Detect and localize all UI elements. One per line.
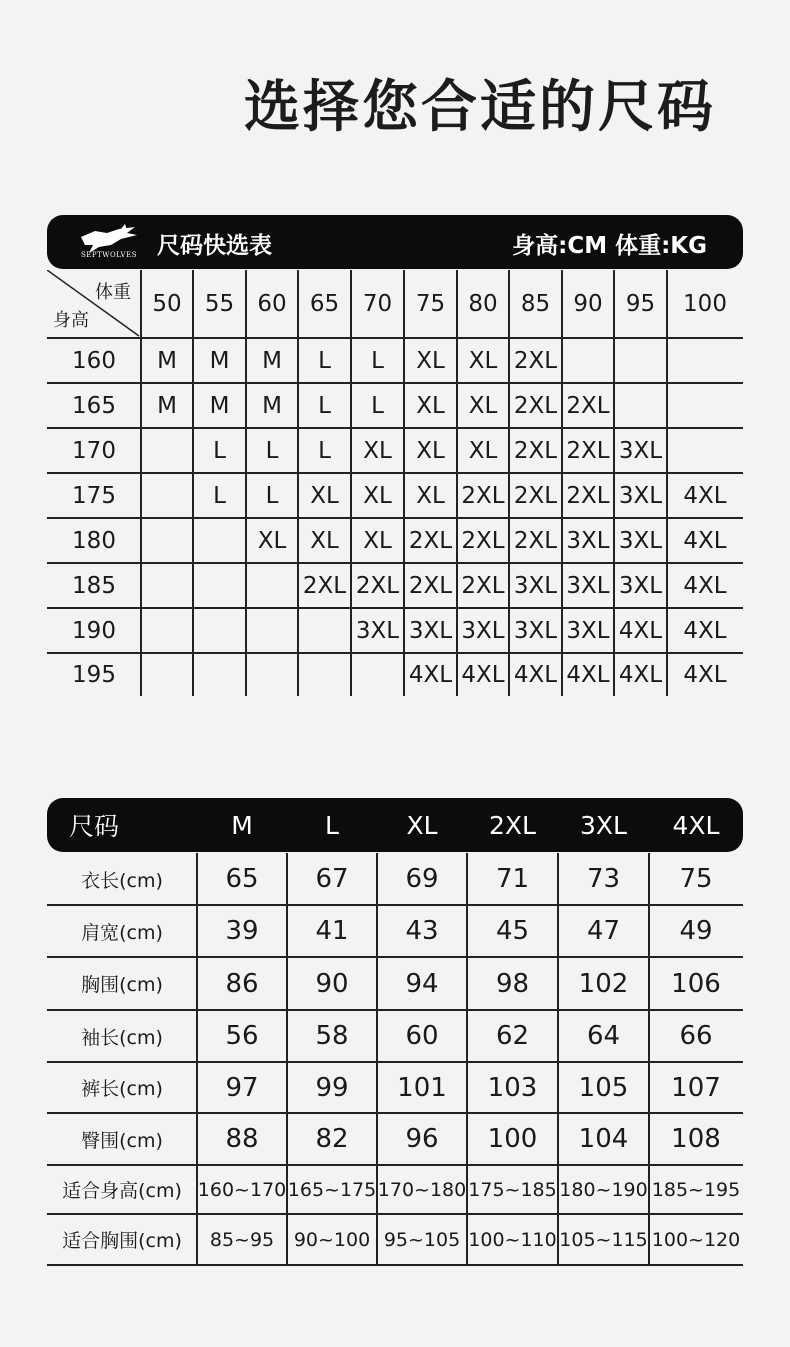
height-label: 190 [72, 617, 116, 644]
row-divider [47, 1061, 743, 1063]
size-cell: 4XL [683, 572, 727, 599]
size-cell: 2XL [408, 572, 453, 599]
measure-value: 45 [495, 916, 530, 946]
size-cell [193, 518, 246, 563]
size-cell: L [371, 392, 384, 419]
measure-value: 160~170 [197, 1178, 287, 1201]
measure-table-header-bar [47, 798, 743, 852]
measure-row-label: 适合胸围(cm) [62, 1230, 182, 1252]
size-cell: 4XL [513, 661, 558, 688]
size-header: 2XL [489, 810, 536, 840]
measure-row-label: 袖长(cm) [81, 1026, 163, 1049]
size-header: M [231, 810, 253, 840]
row-divider [47, 652, 743, 654]
measure-header-label: 尺码 [69, 812, 120, 841]
weight-header: 50 [152, 291, 182, 317]
size-cell [351, 653, 404, 696]
row-divider [47, 427, 743, 429]
measure-value: 96 [405, 1124, 439, 1154]
measure-value: 56 [225, 1021, 259, 1051]
measure-value: 180~190 [559, 1178, 648, 1201]
weight-header: 70 [362, 291, 393, 317]
size-cell: 3XL [618, 572, 663, 599]
size-cell: XL [468, 347, 498, 374]
measure-value: 73 [586, 864, 621, 894]
size-cell: M [157, 347, 177, 374]
height-label: 185 [72, 572, 116, 599]
measure-value: 102 [578, 968, 629, 999]
row-divider [47, 1009, 743, 1011]
measure-value: 85~95 [209, 1228, 275, 1251]
size-header: XL [406, 810, 438, 840]
size-cell: M [262, 392, 282, 419]
size-cell [667, 428, 743, 473]
size-cell: 2XL [461, 527, 505, 554]
size-cell: 2XL [408, 527, 453, 554]
size-cell: M [157, 392, 177, 419]
column-divider [557, 853, 559, 1265]
height-label: 165 [72, 392, 116, 419]
size-cell: XL [416, 392, 445, 419]
size-cell: 2XL [566, 392, 610, 419]
size-cell: L [265, 437, 279, 464]
measure-value: 67 [315, 864, 349, 894]
size-cell [246, 608, 298, 653]
corner-cell [47, 270, 141, 338]
measure-value: 62 [495, 1021, 530, 1051]
size-cell: 4XL [683, 527, 727, 554]
size-cell: 3XL [513, 572, 558, 599]
measure-value: 65 [225, 864, 259, 894]
size-header: L [325, 810, 339, 840]
size-cell [141, 518, 193, 563]
column-divider [350, 270, 352, 696]
size-cell: XL [363, 527, 392, 554]
size-cell: 4XL [683, 482, 727, 509]
measure-value: 82 [315, 1124, 349, 1154]
measure-value: 185~195 [651, 1178, 741, 1201]
height-label: 160 [72, 347, 116, 374]
measure-value: 100~110 [468, 1228, 557, 1251]
size-cell: 2XL [302, 572, 347, 599]
size-cell: 3XL [461, 617, 505, 644]
size-cell: 3XL [513, 617, 558, 644]
measure-value: 170~180 [377, 1178, 467, 1201]
page-title: 选择您合适的尺码 [244, 75, 716, 140]
measure-value: 60 [405, 1021, 439, 1051]
column-divider [140, 270, 142, 696]
corner-diagonal [47, 270, 141, 338]
measure-value: 165~175 [287, 1178, 377, 1201]
measure-row-label: 胸围(cm) [81, 974, 163, 996]
column-divider [666, 270, 668, 696]
size-cell: XL [416, 347, 445, 374]
size-cell [141, 653, 193, 696]
size-header: 3XL [580, 810, 627, 840]
quick-table-header-bar [47, 215, 743, 269]
row-divider [47, 562, 743, 564]
size-cell: 2XL [461, 482, 505, 509]
size-cell [141, 473, 193, 518]
size-cell: 2XL [566, 482, 610, 509]
measure-value: 66 [679, 1021, 713, 1051]
size-cell: 2XL [513, 347, 558, 374]
measure-value: 71 [495, 864, 530, 894]
row-divider [47, 1264, 743, 1266]
measure-value: 69 [405, 864, 439, 894]
measure-value: 75 [679, 864, 713, 894]
size-cell: 3XL [566, 572, 610, 599]
measure-value: 90~100 [293, 1228, 371, 1251]
size-cell [667, 338, 743, 383]
size-cell: 4XL [618, 661, 663, 688]
measure-value: 94 [405, 968, 439, 999]
size-cell: L [318, 437, 331, 464]
size-cell [193, 653, 246, 696]
column-divider [508, 270, 510, 696]
column-divider [403, 270, 405, 696]
size-cell: 2XL [513, 437, 558, 464]
height-label: 180 [72, 527, 116, 554]
size-cell [193, 563, 246, 608]
row-divider [47, 382, 743, 384]
measure-value: 98 [495, 968, 530, 999]
weight-header: 55 [204, 291, 235, 317]
size-cell: M [262, 347, 282, 374]
row-divider [47, 1164, 743, 1166]
size-cell: L [213, 482, 226, 509]
measure-value: 90 [315, 968, 349, 999]
weight-header: 65 [309, 291, 340, 317]
size-cell: XL [363, 482, 392, 509]
size-cell: L [318, 347, 331, 374]
size-cell: 4XL [683, 617, 727, 644]
row-divider [47, 1112, 743, 1114]
measure-value: 95~105 [383, 1228, 461, 1251]
size-cell [141, 608, 193, 653]
measure-value: 106 [671, 968, 721, 999]
weight-header: 75 [415, 291, 446, 317]
brand-wordmark: SEPTWOLVES [81, 251, 137, 259]
size-cell: 2XL [513, 392, 558, 419]
column-divider [245, 270, 247, 696]
size-cell [614, 338, 667, 383]
size-cell: XL [257, 527, 287, 554]
measure-value: 99 [315, 1072, 349, 1103]
size-cell: 4XL [566, 661, 610, 688]
size-cell: M [209, 392, 230, 419]
measure-value: 39 [225, 916, 259, 946]
size-cell: XL [468, 392, 498, 419]
measure-value: 105~115 [559, 1228, 648, 1251]
column-divider [613, 270, 615, 696]
weight-header: 60 [257, 291, 287, 317]
measure-value: 88 [225, 1124, 259, 1154]
column-divider [648, 853, 650, 1265]
row-divider [47, 337, 743, 339]
height-label: 175 [72, 482, 116, 509]
size-cell [562, 338, 614, 383]
size-cell [193, 608, 246, 653]
size-cell [614, 383, 667, 428]
row-divider [47, 956, 743, 958]
measure-value: 101 [397, 1072, 447, 1103]
size-cell: 2XL [461, 572, 505, 599]
measure-value: 175~185 [468, 1178, 557, 1201]
measure-row-label: 肩宽(cm) [81, 921, 163, 944]
measure-value: 49 [679, 916, 713, 946]
size-cell: 2XL [513, 482, 558, 509]
size-cell: XL [310, 527, 339, 554]
weight-header: 80 [468, 291, 498, 317]
row-divider [47, 904, 743, 906]
size-cell: XL [363, 437, 392, 464]
column-divider [297, 270, 299, 696]
size-cell: L [213, 437, 226, 464]
size-cell: 3XL [408, 617, 453, 644]
weight-header: 90 [573, 291, 603, 317]
size-cell: L [371, 347, 384, 374]
column-divider [466, 853, 468, 1265]
corner-height-label: 身高 [53, 310, 89, 331]
column-divider [286, 853, 288, 1265]
measure-value: 64 [586, 1021, 621, 1051]
size-cell: XL [416, 437, 445, 464]
measure-value: 47 [586, 916, 621, 946]
measure-row-label: 裤长(cm) [81, 1078, 163, 1100]
size-cell: 3XL [618, 482, 663, 509]
size-cell: 3XL [355, 617, 400, 644]
size-cell: 2XL [566, 437, 610, 464]
measure-value: 105 [578, 1072, 629, 1103]
size-cell: M [209, 347, 230, 374]
column-divider [376, 853, 378, 1265]
size-cell [246, 563, 298, 608]
measure-value: 58 [315, 1021, 349, 1051]
measure-value: 108 [671, 1124, 721, 1154]
measure-value: 43 [405, 916, 439, 946]
size-cell [141, 563, 193, 608]
weight-header: 100 [683, 291, 727, 317]
measure-value: 107 [671, 1072, 721, 1103]
measure-value: 100 [487, 1124, 538, 1154]
height-label: 170 [72, 437, 116, 464]
size-cell: 2XL [513, 527, 558, 554]
quick-table-title: 尺码快选表 [157, 233, 272, 259]
size-cell [667, 383, 743, 428]
column-divider [456, 270, 458, 696]
size-cell: 4XL [408, 661, 453, 688]
size-cell: 3XL [618, 437, 663, 464]
size-cell [246, 653, 298, 696]
size-cell [298, 653, 351, 696]
size-cell: 2XL [355, 572, 400, 599]
size-cell [298, 608, 351, 653]
size-cell: 3XL [566, 617, 610, 644]
measure-value: 100~120 [651, 1228, 741, 1251]
size-cell: 4XL [683, 661, 727, 688]
weight-header: 95 [625, 291, 656, 317]
measure-value: 103 [487, 1072, 538, 1103]
row-divider [47, 1213, 743, 1215]
measure-value: 104 [578, 1124, 629, 1154]
size-cell [141, 428, 193, 473]
corner-weight-label: 体重 [95, 282, 131, 303]
quick-table-units: 身高:CM 体重:KG [512, 233, 707, 259]
measure-value: 97 [225, 1072, 259, 1103]
column-divider [196, 853, 198, 1265]
size-cell: XL [416, 482, 445, 509]
measure-row-label: 衣长(cm) [81, 869, 163, 892]
size-header: 4XL [672, 810, 720, 840]
column-divider [561, 270, 563, 696]
weight-header: 85 [520, 291, 551, 317]
row-divider [47, 517, 743, 519]
column-divider [192, 270, 194, 696]
row-divider [47, 607, 743, 609]
measure-row-label: 臀围(cm) [81, 1129, 163, 1152]
size-cell: 3XL [618, 527, 663, 554]
size-cell: XL [310, 482, 339, 509]
row-divider [47, 472, 743, 474]
size-cell: 4XL [618, 617, 663, 644]
measure-row-label: 适合身高(cm) [62, 1180, 182, 1202]
size-cell: XL [468, 437, 498, 464]
size-cell: 4XL [461, 661, 505, 688]
height-label: 195 [72, 661, 116, 688]
size-cell: 3XL [566, 527, 610, 554]
measure-value: 41 [315, 916, 349, 946]
measure-value: 86 [225, 968, 259, 999]
size-cell: L [318, 392, 331, 419]
size-cell: L [265, 482, 279, 509]
